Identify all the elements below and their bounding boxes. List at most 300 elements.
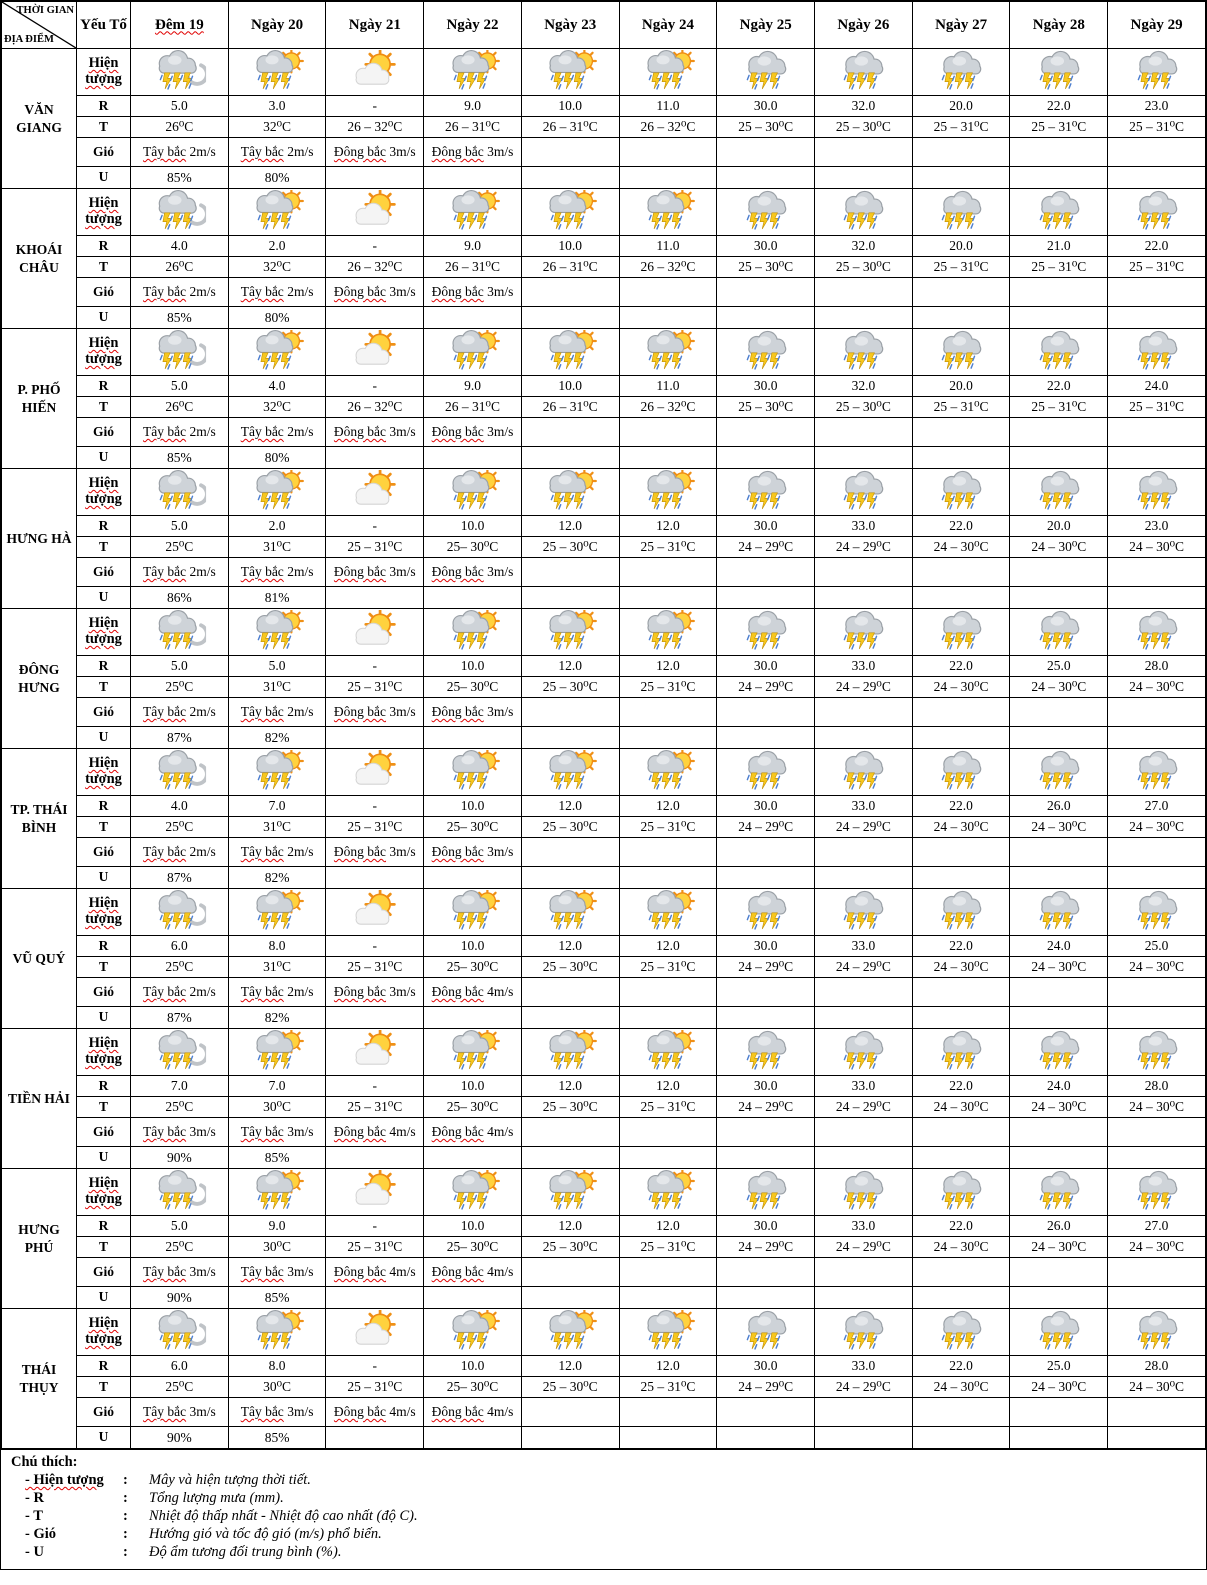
icon-cell [1010,749,1108,796]
wind-direction: Tây bắc [240,704,284,720]
wind-value-cell [521,278,619,307]
temp-value-cell: 25 – 31⁰C [326,957,424,978]
rain-value-cell: 12.0 [619,1076,717,1097]
temp-value-cell: 25 – 30⁰C [815,397,913,418]
icon-cell [326,1169,424,1216]
legend-term: - Gió [25,1526,57,1542]
humidity-value-cell [1010,167,1108,189]
temp-value-cell: 24 – 30⁰C [1010,1377,1108,1398]
row-rain [2,96,1206,117]
storm-icon [833,750,893,794]
rain-value-cell: 2.0 [228,516,326,537]
wind-value-cell [1010,838,1108,867]
row-temp [2,117,1206,138]
temp-value-cell: 24 – 30⁰C [912,957,1010,978]
sun-storm-icon [247,190,307,234]
wind-value-cell [717,698,815,727]
humidity-value-cell [521,1287,619,1309]
icon-cell [228,1029,326,1076]
rain-value-cell: 33.0 [815,1216,913,1237]
row-label-humidity: U [77,1147,131,1169]
wind-value-cell [912,978,1010,1007]
row-wind [2,978,1206,1007]
icon-cell [1108,49,1206,96]
temp-value-cell: 25 – 31⁰C [912,117,1010,138]
humidity-value-cell [521,1427,619,1449]
forecast-table [1,1,1206,1449]
sun-storm-icon [443,610,503,654]
humidity-value-cell [717,167,815,189]
humidity-value-cell [521,1007,619,1029]
rain-value-cell: 3.0 [228,96,326,117]
icon-cell [228,889,326,936]
storm-icon [833,190,893,234]
sun-storm-icon [638,190,698,234]
temp-value-cell: 24 – 29⁰C [815,1097,913,1118]
rain-value-cell: 10.0 [424,936,522,957]
legend-item [25,1472,1196,1489]
rain-value-cell: 21.0 [1010,236,1108,257]
humidity-value-cell [521,727,619,749]
day-header-label: Ngày 21 [348,16,401,33]
wind-direction: Đông bắc [431,704,484,720]
row-label-text: Hiện tượng [85,1035,122,1067]
wind-value-cell [521,1398,619,1427]
temp-value-cell: 24 – 30⁰C [1108,537,1206,558]
rain-value-cell: 22.0 [912,796,1010,817]
legend-item [25,1544,1196,1561]
icon-cell [717,1169,815,1216]
humidity-value-cell [912,727,1010,749]
icon-cell [228,329,326,376]
sun-storm-icon [247,470,307,514]
row-rain [2,1076,1206,1097]
wind-direction: Tây bắc [240,424,284,440]
icon-cell [717,1309,815,1356]
temp-value-cell: 25– 30⁰C [424,677,522,698]
temp-value-cell: 25 – 31⁰C [619,957,717,978]
row-label-phenomenon [77,749,131,796]
partly-cloudy-icon [345,750,405,794]
sun-storm-icon [247,1030,307,1074]
row-label-humidity: U [77,447,131,469]
temp-value-cell: 25 – 31⁰C [619,817,717,838]
sun-storm-icon [247,610,307,654]
rain-value-cell: 30.0 [717,656,815,677]
rain-value-cell: 11.0 [619,236,717,257]
humidity-value-cell: 90% [131,1287,229,1309]
night-storm-icon [149,470,209,514]
wind-value-cell [521,698,619,727]
row-label-phenomenon [77,1309,131,1356]
icon-cell [521,49,619,96]
legend-desc: Hướng gió và tốc độ gió (m/s) phổ biến. [149,1526,382,1542]
day-header [717,2,815,49]
temp-value-cell: 25– 30⁰C [424,1237,522,1258]
rain-value-cell: 30.0 [717,236,815,257]
icon-cell [1108,189,1206,236]
humidity-value-cell [424,1287,522,1309]
humidity-value-cell [619,867,717,889]
humidity-value-cell [815,727,913,749]
icon-cell [1010,189,1108,236]
wind-value-cell [717,138,815,167]
temp-value-cell: 24 – 30⁰C [1108,677,1206,698]
wind-value-cell [717,418,815,447]
icon-cell [521,329,619,376]
humidity-value-cell [424,307,522,329]
temp-value-cell: 24 – 30⁰C [912,537,1010,558]
row-label-wind: Gió [77,558,131,587]
wind-value-cell [1108,1258,1206,1287]
storm-icon [1127,330,1187,374]
rain-value-cell: 7.0 [228,796,326,817]
wind-direction: Đông bắc [431,1124,484,1140]
row-label-text: Hiện tượng [85,475,122,507]
icon-cell [228,1169,326,1216]
row-wind [2,1398,1206,1427]
location-cell: ĐÔNG HƯNG [2,609,77,749]
partly-cloudy-icon [345,1170,405,1214]
rain-value-cell: 30.0 [717,796,815,817]
wind-direction: Tây bắc [142,144,187,160]
wind-value-cell: Tây bắc 3m/s [131,1118,229,1147]
rain-value-cell: 20.0 [1010,516,1108,537]
humidity-value-cell [912,167,1010,189]
row-label-rain: R [77,96,131,117]
icon-cell [424,889,522,936]
icon-cell [131,1309,229,1356]
temp-value-cell: 25 – 30⁰C [521,677,619,698]
temp-value-cell: 24 – 29⁰C [815,1237,913,1258]
storm-icon [736,330,796,374]
storm-icon [833,1030,893,1074]
temp-value-cell: 26 – 32⁰C [326,397,424,418]
storm-icon [1127,890,1187,934]
rain-value-cell: 30.0 [717,936,815,957]
icon-cell [619,1309,717,1356]
humidity-value-cell [1010,1427,1108,1449]
row-label-rain: R [77,1076,131,1097]
icon-cell [1108,469,1206,516]
storm-icon [931,330,991,374]
row-label-wind: Gió [77,138,131,167]
wind-value-cell [717,838,815,867]
humidity-value-cell [1010,1147,1108,1169]
row-phenomenon [2,1309,1206,1356]
temp-value-cell: 25– 30⁰C [424,537,522,558]
humidity-value-cell [912,587,1010,609]
legend-term: - Hiện tượng [25,1472,104,1488]
wind-value-cell [815,418,913,447]
row-phenomenon [2,749,1206,796]
wind-value-cell [815,698,913,727]
temp-value-cell: 24 – 30⁰C [912,1097,1010,1118]
rain-value-cell: 10.0 [521,236,619,257]
wind-value-cell: Đông bắc 4m/s [424,1258,522,1287]
wind-value-cell: Đông bắc 3m/s [424,838,522,867]
rain-value-cell: 32.0 [815,236,913,257]
humidity-value-cell [424,1147,522,1169]
rain-value-cell: 5.0 [131,516,229,537]
storm-icon [1029,750,1089,794]
temp-value-cell: 26 – 32⁰C [619,257,717,278]
humidity-value-cell [521,587,619,609]
wind-value-cell: Tây bắc 2m/s [228,138,326,167]
temp-value-cell: 26 – 32⁰C [619,397,717,418]
row-phenomenon [2,889,1206,936]
row-rain [2,656,1206,677]
night-storm-icon [149,1310,209,1354]
humidity-value-cell: 85% [228,1427,326,1449]
icon-cell [131,49,229,96]
humidity-value-cell [1010,727,1108,749]
humidity-value-cell [1108,1147,1206,1169]
rain-value-cell: 22.0 [912,1076,1010,1097]
humidity-value-cell [815,867,913,889]
night-storm-icon [149,1030,209,1074]
row-phenomenon [2,609,1206,656]
wind-value-cell [912,558,1010,587]
humidity-value-cell [1108,167,1206,189]
rain-value-cell: 10.0 [424,1216,522,1237]
rain-value-cell: 10.0 [424,516,522,537]
location-cell: TP. THÁI BÌNH [2,749,77,889]
humidity-value-cell [815,587,913,609]
storm-icon [931,890,991,934]
temp-value-cell: 25 – 30⁰C [815,257,913,278]
rain-value-cell: 12.0 [521,936,619,957]
icon-cell [1010,469,1108,516]
humidity-value-cell [521,167,619,189]
rain-value-cell: 24.0 [1010,936,1108,957]
temp-value-cell: 25 – 30⁰C [521,1097,619,1118]
temp-value-cell: 24 – 30⁰C [1010,1237,1108,1258]
wind-value-cell: Tây bắc 2m/s [131,978,229,1007]
rain-value-cell: 32.0 [815,376,913,397]
icon-cell [912,889,1010,936]
wind-value-cell [1010,278,1108,307]
legend-item [25,1508,1196,1525]
row-label-humidity: U [77,587,131,609]
wind-direction: Tây bắc [142,984,187,1000]
rain-value-cell: 20.0 [912,96,1010,117]
humidity-value-cell [912,307,1010,329]
humidity-value-cell [619,167,717,189]
corner-cell [2,2,77,49]
icon-cell [131,469,229,516]
wind-direction: Tây bắc [240,844,284,860]
temp-value-cell: 24 – 30⁰C [1010,817,1108,838]
storm-icon [1127,190,1187,234]
sun-storm-icon [540,470,600,514]
day-header [912,2,1010,49]
rain-value-cell: - [326,656,424,677]
icon-cell [912,749,1010,796]
icon-cell [815,889,913,936]
icon-cell [326,609,424,656]
temp-value-cell: 25 – 31⁰C [326,1237,424,1258]
wind-value-cell [1010,558,1108,587]
wind-value-cell [1010,698,1108,727]
storm-icon [1029,190,1089,234]
wind-value-cell [815,978,913,1007]
row-humidity [2,1427,1206,1449]
wind-value-cell [1010,978,1108,1007]
humidity-value-cell [619,1427,717,1449]
wind-value-cell: Tây bắc 2m/s [131,278,229,307]
row-label-humidity: U [77,1427,131,1449]
humidity-value-cell: 85% [131,167,229,189]
wind-value-cell: Tây bắc 2m/s [131,698,229,727]
wind-value-cell [912,1398,1010,1427]
rain-value-cell: 26.0 [1010,1216,1108,1237]
wind-direction: Đông bắc [333,704,387,720]
temp-value-cell: 26⁰C [131,117,229,138]
rain-value-cell: 12.0 [619,1356,717,1377]
row-wind [2,418,1206,447]
storm-icon [833,890,893,934]
icon-cell [131,329,229,376]
wind-direction: Đông bắc [431,1264,484,1280]
wind-direction: Đông bắc [333,1264,387,1280]
icon-cell [1010,49,1108,96]
sun-storm-icon [540,190,600,234]
rain-value-cell: 9.0 [424,236,522,257]
day-header-label: Ngày 23 [544,16,597,33]
rain-value-cell: 5.0 [131,376,229,397]
storm-icon [1127,50,1187,94]
icon-cell [1010,1309,1108,1356]
temp-value-cell: 32⁰C [228,117,326,138]
temp-value-cell: 25 – 31⁰C [619,677,717,698]
row-phenomenon [2,1169,1206,1216]
wind-direction: Đông bắc [333,424,387,440]
temp-value-cell: 30⁰C [228,1097,326,1118]
temp-value-cell: 25 – 31⁰C [1108,117,1206,138]
row-temp [2,957,1206,978]
icon-cell [424,49,522,96]
row-label-rain: R [77,656,131,677]
temp-value-cell: 25 – 31⁰C [326,817,424,838]
legend-item [25,1490,1196,1507]
partly-cloudy-icon [345,1310,405,1354]
temp-value-cell: 25 – 31⁰C [1010,117,1108,138]
wind-value-cell: Tây bắc 2m/s [131,418,229,447]
rain-value-cell: 22.0 [912,516,1010,537]
rain-value-cell: 6.0 [131,1356,229,1377]
icon-cell [717,889,815,936]
icon-cell [1108,1309,1206,1356]
row-rain [2,936,1206,957]
wind-value-cell: Đông bắc 4m/s [326,1398,424,1427]
storm-icon [931,610,991,654]
day-header [424,2,522,49]
humidity-value-cell [326,1287,424,1309]
temp-value-cell: 32⁰C [228,397,326,418]
row-temp [2,1237,1206,1258]
wind-value-cell: Đông bắc 3m/s [424,698,522,727]
sun-storm-icon [638,750,698,794]
temp-value-cell: 25– 30⁰C [424,1377,522,1398]
wind-direction: Tây bắc [142,1264,187,1280]
wind-value-cell: Tây bắc 2m/s [228,278,326,307]
day-header-label: Ngày 27 [935,16,988,33]
rain-value-cell: 22.0 [912,936,1010,957]
row-label-rain: R [77,936,131,957]
storm-icon [1127,1170,1187,1214]
rain-value-cell: 25.0 [1010,656,1108,677]
icon-cell [717,609,815,656]
row-temp [2,677,1206,698]
rain-value-cell: 11.0 [619,96,717,117]
wind-value-cell [1010,1118,1108,1147]
icon-cell [1010,329,1108,376]
icon-cell [131,889,229,936]
rain-value-cell: 25.0 [1010,1356,1108,1377]
temp-value-cell: 25 – 31⁰C [912,397,1010,418]
wind-value-cell: Tây bắc 2m/s [228,698,326,727]
wind-value-cell: Tây bắc 2m/s [228,418,326,447]
wind-direction: Tây bắc [142,424,187,440]
temp-value-cell: 24 – 29⁰C [717,1237,815,1258]
row-rain [2,1356,1206,1377]
location-cell: TIỀN HẢI [2,1029,77,1169]
humidity-value-cell [424,1007,522,1029]
icon-cell [815,1029,913,1076]
humidity-value-cell: 82% [228,727,326,749]
storm-icon [736,1170,796,1214]
icon-cell [815,1309,913,1356]
wind-value-cell: Đông bắc 3m/s [424,418,522,447]
storm-icon [736,610,796,654]
temp-value-cell: 24 – 30⁰C [1108,817,1206,838]
wind-value-cell: Tây bắc 2m/s [131,138,229,167]
humidity-value-cell [326,727,424,749]
day-header [521,2,619,49]
temp-value-cell: 25 – 31⁰C [1108,397,1206,418]
rain-value-cell: 12.0 [619,936,717,957]
temp-value-cell: 25⁰C [131,677,229,698]
temp-value-cell: 30⁰C [228,1377,326,1398]
rain-value-cell: - [326,1216,424,1237]
temp-value-cell: 31⁰C [228,537,326,558]
wind-value-cell [912,418,1010,447]
day-header-label: Ngày 24 [641,16,694,33]
rain-value-cell: 28.0 [1108,1356,1206,1377]
wind-value-cell [815,1258,913,1287]
icon-cell [1010,1169,1108,1216]
rain-value-cell: 30.0 [717,96,815,117]
icon-cell [424,609,522,656]
temp-value-cell: 26⁰C [131,257,229,278]
humidity-value-cell [912,867,1010,889]
icon-cell [228,49,326,96]
rain-value-cell: - [326,1356,424,1377]
icon-cell [717,329,815,376]
rain-value-cell: 12.0 [521,1076,619,1097]
row-label-text: Hiện tượng [85,1315,122,1347]
row-wind [2,838,1206,867]
rain-value-cell: 7.0 [131,1076,229,1097]
sun-storm-icon [540,1170,600,1214]
row-rain [2,516,1206,537]
rain-value-cell: - [326,796,424,817]
temp-value-cell: 24 – 29⁰C [717,677,815,698]
icon-cell [228,609,326,656]
icon-cell [424,329,522,376]
storm-icon [1029,470,1089,514]
